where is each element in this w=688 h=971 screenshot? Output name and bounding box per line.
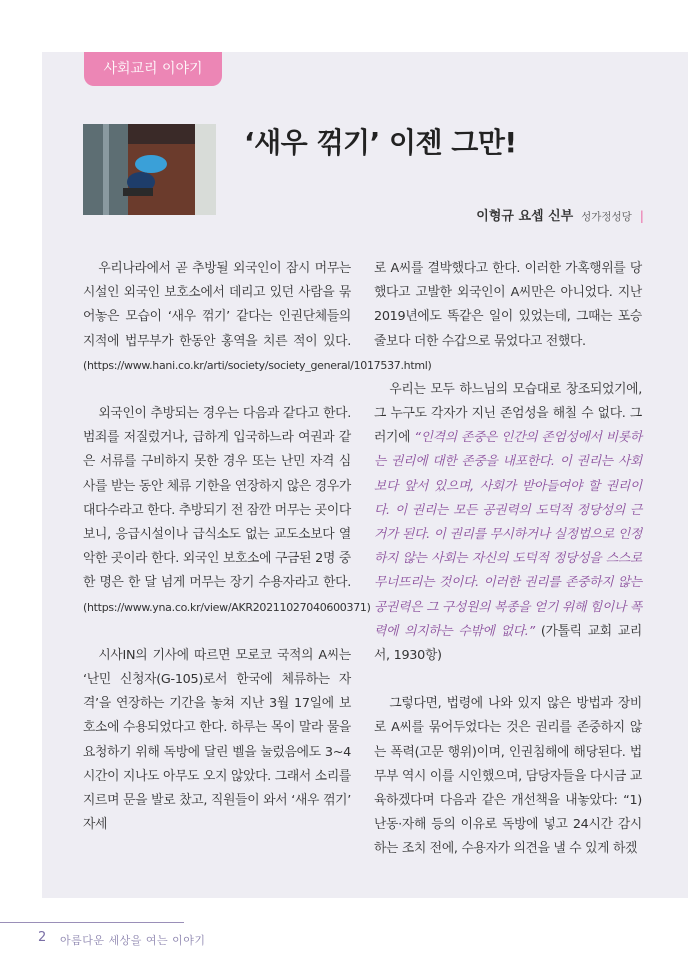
source-link: (https://www.hani.co.kr/arti/society/society_general/1017537.html) bbox=[83, 358, 432, 372]
paragraph: 시사IN의 기사에 따르면 모로코 국적의 A씨는 ‘난민 신청자(G-105)로서 한국에 체류하는 자격’을 연장하는 기간을 놓쳐 지난 3월 17일에 보호소에 수용되었다고 한다. 하루는 목이 말라 물을 요청하기 위해 독방에 달린 벨을 눌렀음에도 3~4시간이 지나도 아무도 오지 않았다. 그래서 소리를 지르며 문을 발로 찼고, 직원들이 와서 ‘새우 꺾기’ 자세 bbox=[83, 647, 351, 833]
source-link: (https://www.yna.co.kr/view/AKR20211027040600371) bbox=[83, 600, 371, 614]
author-name: 이형규 요셉 신부 bbox=[476, 209, 574, 224]
article-photo bbox=[83, 124, 216, 215]
left-column bbox=[83, 257, 432, 837]
paragraph: 우리나라에서 곧 추방될 외국인이 잠시 머무는 시설인 외국인 보호소에서 데리고 있던 사람을 묶어놓은 모습이 ‘새우 꺾기’ 같다는 인권단체들의 지적에 법무부가 한동안 홍역을 치른 적이 있다. (https://www.hani.co.kr/arti/society/society_general/1017537.html) bbox=[83, 261, 432, 372]
footer-divider bbox=[0, 922, 184, 923]
paragraph: 우리는 모두 하느님의 모습대로 창조되었기에, 그 누구도 각자가 지닌 존엄성을 해칠 수 없다. 그러기에 “인격의 존중은 인간의 존엄성에서 비롯하는 권리에 대한 존중을 내포한다. 이 권리는 사회보다 앞서 있으며, 사회가 받아들여야 할 권리이다. 이 권리는 모든 공권력의 도덕적 정당성의 근거가 된다. 이 권리를 무시하거나 실정법으로 인정하지 않는 사회는 자신의 도덕적 정당성을 스스로 무너뜨리는 것이다. 이러한 권리를 존중하지 않는 공권력은 그 구성원의 복종을 얻기 위해 힘이나 폭력에 의지하는 수밖에 없다.” (가톨릭 교회 교리서, 1930항) bbox=[374, 381, 642, 664]
paragraph: 그렇다면, 법령에 나와 있지 않은 방법과 장비로 A씨를 묶어두었다는 것은 권리를 존중하지 않는 폭력(고문 행위)이며, 인권침해에 해당된다. 법무부 역시 이를 시인했으며, 담당자들을 다시금 교육하겠다며 다음과 같은 개선책을 내놓았다: “1) 난동·자해 등의 이유로 독방에 넣고 24시간 감시하는 조치 전에, 수용자가 의견을 낼 수 있게 하겠 bbox=[374, 696, 642, 857]
catechism-quote: “인격의 존중은 인간의 존엄성에서 비롯하는 권리에 대한 존중을 내포한다. 이 권리는 사회보다 앞서 있으며, 사회가 받아들여야 할 권리이다. 이 권리는 모든 공권력의 도덕적 정당성의 근거가 된다. 이 권리를 무시하거나 실정법으로 인정하지 않는 사회는 자신의 도덕적 정당성을 스스로 무너뜨리는 것이다. 이러한 권리를 존중하지 않는 공권력은 그 구성원의 복종을 얻기 위해 힘이나 폭력에 의지하는 수밖에 없다.” bbox=[374, 430, 642, 639]
photo-illustration bbox=[83, 124, 216, 215]
right-column bbox=[374, 257, 642, 862]
footer-title: 아름다운 세상을 여는 이야기 bbox=[60, 934, 206, 947]
page-number: 2 bbox=[38, 930, 47, 945]
byline-bar: | bbox=[639, 209, 644, 223]
byline bbox=[476, 205, 644, 224]
paragraph: 외국인이 추방되는 경우는 다음과 같다고 한다. 범죄를 저질렀거나, 급하게 입국하느라 여권과 같은 서류를 구비하지 못한 경우 또는 난민 자격 심사를 받는 동안 체류 기한을 연장하지 않은 경우가 대다수라고 한다. 추방되기 전 잠깐 머무는 곳이다 보니, 응급시설이나 급식소도 없는 교도소보다 열악한 곳이라 한다. 외국인 보호소에 구금된 2명 중 한 명은 한 달 넘게 머무는 장기 수용자라고 한다. (https://www.yna.co.kr/view/AKR20211027040600371) bbox=[83, 406, 371, 614]
section-tag: 사회교리 이야기 bbox=[84, 52, 222, 86]
church-name: 성가정성당 bbox=[581, 211, 632, 223]
article-title: ‘새우 꺾기’ 이젠 그만! bbox=[244, 126, 517, 159]
paragraph: 로 A씨를 결박했다고 한다. 이러한 가혹행위를 당했다고 고발한 외국인이 A씨만은 아니었다. 지난 2019년에도 똑같은 일이 있었는데, 그때는 포승줄보다 더한 수갑으로 묶었다고 전했다. bbox=[374, 261, 642, 349]
